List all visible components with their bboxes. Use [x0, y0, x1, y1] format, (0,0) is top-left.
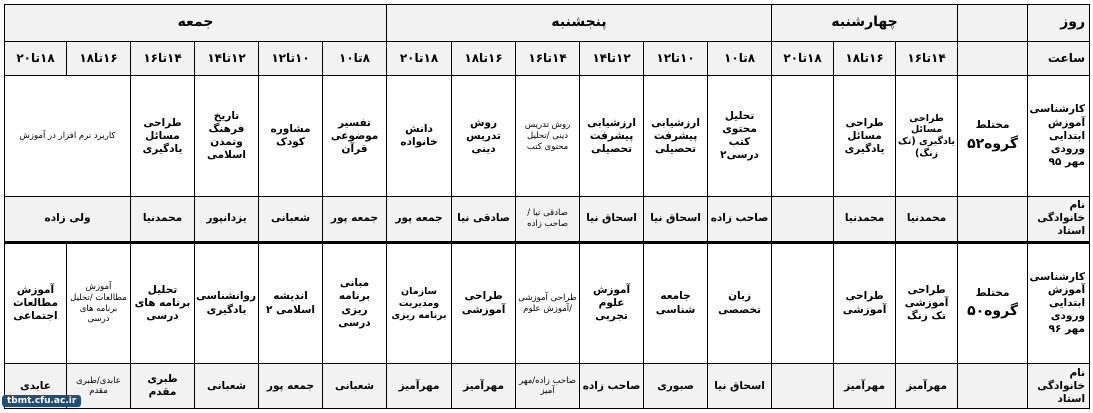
group2-mode: مختلط [975, 286, 1010, 299]
time-spacer [958, 41, 1028, 76]
prof-spacer [958, 197, 1028, 243]
group1-course-row [5, 76, 1090, 197]
day-wednesday: چهارشنبه [772, 5, 958, 42]
course-cell: ارزشیابی پیشرفت تحصیلی [580, 76, 644, 197]
prof-cell: طبری مقدم [131, 364, 195, 409]
prof-cell: اسحاق نیا [708, 364, 772, 409]
group1-program: کارشناسی آموزش ابتدایی ورودی مهر ۹۵ [1028, 76, 1090, 197]
course-cell: طراحی مسائل یادگیری (تک زنگ) [896, 76, 958, 197]
day-header-row [5, 5, 1090, 42]
site-watermark: tbmt.cfu.ac.ir [2, 395, 81, 407]
prof-cell: محمدنیا [131, 197, 195, 243]
group1-prof-label: نام خانوادگی استاد [1028, 197, 1090, 243]
prof-cell: صادقی نیا /صاحب زاده [516, 197, 580, 243]
prof-cell: شعبانی [323, 364, 387, 409]
prof-cell: عابدی/طبری مقدم [67, 364, 131, 409]
prof-cell: محمدنیا [834, 197, 896, 243]
prof-cell: مهرآمیز [452, 364, 516, 409]
group2-info [958, 242, 1028, 364]
group1-name: گروه۵۲ [967, 135, 1018, 152]
prof-cell: شعبانی [259, 197, 323, 243]
course-cell: تفسیر موضوعی قرآن [323, 76, 387, 197]
prof-cell: شعبانی [195, 364, 259, 409]
prof-cell: صادقی نیا [452, 197, 516, 243]
course-cell: جامعه شناسی [644, 242, 708, 364]
time-slot: ۸تا۱۰ [323, 41, 387, 76]
prof-cell: مهرآمیز [896, 364, 958, 409]
course-cell: آموزش مطالعات اجتماعی [5, 242, 67, 364]
group2-prof-row [5, 364, 1090, 409]
time-slot: ۱۴تا۱۶ [896, 41, 958, 76]
group2-course-row [5, 242, 1090, 364]
group1-prof-row [5, 197, 1090, 243]
time-slot: ۱۶تا۱۸ [834, 41, 896, 76]
day-spacer [958, 5, 1028, 42]
prof-cell: اسحاق نیا [580, 197, 644, 243]
time-slot: ۱۶تا۱۸ [67, 41, 131, 76]
time-slot: ۱۸تا۲۰ [772, 41, 834, 76]
time-slot: ۱۴تا۱۶ [516, 41, 580, 76]
course-cell: تحلیل برنامه های درسی [131, 242, 195, 364]
prof-cell: عابدی [5, 364, 67, 409]
course-cell: روش تدریس دینی /تحلیل محتوی کتب [516, 76, 580, 197]
time-slot: ۱۰تا۱۲ [259, 41, 323, 76]
prof-cell: یزدانپور [195, 197, 259, 243]
prof-cell: جمعه پور [387, 197, 452, 243]
course-cell: تاریخ فرهنگ وتمدن اسلامی [195, 76, 259, 197]
day-label: روز [1028, 5, 1090, 42]
course-cell [772, 242, 834, 364]
prof-cell: اسحاق نیا [644, 197, 708, 243]
prof-cell: جمعه پور [259, 364, 323, 409]
prof-cell: صاحب زاده [708, 197, 772, 243]
prof-cell [772, 197, 834, 243]
time-slot: ۱۰تا۱۲ [644, 41, 708, 76]
time-slot: ۱۴تا۱۶ [131, 41, 195, 76]
course-cell: مبانی برنامه ریزی درسی [323, 242, 387, 364]
course-cell: روش تدریس دینی [452, 76, 516, 197]
time-slot: ۱۸تا۲۰ [387, 41, 452, 76]
course-cell: آموزش علوم تجربی [580, 242, 644, 364]
prof-cell: صاحب زاده/مهر آمیز [516, 364, 580, 409]
prof-cell: محمدنیا [896, 197, 958, 243]
course-cell: طراحی آموزشی /آموزش علوم [516, 242, 580, 364]
group2-name: گروه۵۰ [967, 302, 1018, 319]
time-slot: ۸تا۱۰ [708, 41, 772, 76]
course-cell: ارزشیابی پیشرفت تحصیلی [644, 76, 708, 197]
course-cell: سازمان ومدیریت برنامه ریزی [387, 242, 452, 364]
day-friday: جمعه [5, 5, 387, 42]
group1-mode: مختلط [975, 119, 1010, 132]
prof-cell: صبوری [644, 364, 708, 409]
course-cell: کاربرد نرم افزار در آموزش [5, 76, 131, 197]
prof-cell: صاحب زاده [580, 364, 644, 409]
day-thursday: پنجشنبه [387, 5, 772, 42]
time-label: ساعت [1028, 41, 1090, 76]
course-cell: طراحی آموزشی تک زنگ [896, 242, 958, 364]
group1-info [958, 76, 1028, 197]
time-slot: ۱۲تا۱۴ [580, 41, 644, 76]
time-slot: ۱۸تا۲۰ [5, 41, 67, 76]
prof-cell: ولی زاده [5, 197, 131, 243]
weekly-schedule-table [4, 4, 1090, 409]
prof-cell: مهرآمیز [834, 364, 896, 409]
time-slot: ۱۲تا۱۴ [195, 41, 259, 76]
course-cell: طراحی آموزشی [452, 242, 516, 364]
prof-spacer [958, 364, 1028, 409]
group2-program: کارشناسی آموزش ابتدایی ورودی مهر ۹۶ [1028, 242, 1090, 364]
course-cell: مشاوره کودک [259, 76, 323, 197]
course-cell: دانش خانواده [387, 76, 452, 197]
prof-cell [772, 364, 834, 409]
course-cell: آموزش مطالعات /تحلیل برنامه های درسی [67, 242, 131, 364]
course-cell: طراحی مسائل یادگیری [834, 76, 896, 197]
course-cell: زبان تخصصی [708, 242, 772, 364]
course-cell [772, 76, 834, 197]
time-slot: ۱۶تا۱۸ [452, 41, 516, 76]
course-cell: روانشناسی یادگیری [195, 242, 259, 364]
group2-prof-label: نام خانوادگی استاد [1028, 364, 1090, 409]
time-header-row [5, 41, 1090, 76]
prof-cell: جمعه پور [323, 197, 387, 243]
prof-cell: مهرآمیز [387, 364, 452, 409]
course-cell: طراحی آموزشی [834, 242, 896, 364]
course-cell: اندیشه اسلامی ۲ [259, 242, 323, 364]
course-cell: طراحی مسائل یادگیری [131, 76, 195, 197]
course-cell: تحلیل محتوی کتب درسی۲ [708, 76, 772, 197]
